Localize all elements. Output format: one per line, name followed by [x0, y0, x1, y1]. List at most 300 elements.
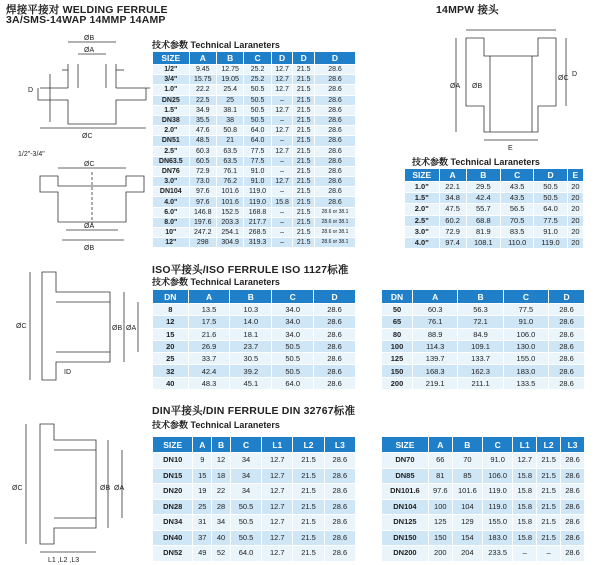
table-cell: 162.3: [458, 365, 503, 377]
table-cell: 50.5: [534, 193, 567, 204]
table-cell: 28.6: [314, 328, 356, 340]
table-cell: 20: [567, 215, 583, 226]
table-cell: –: [271, 95, 293, 105]
table-cell: 55.7: [466, 204, 500, 215]
drawing3-label-c: ØC: [16, 323, 27, 330]
table-cell: 204: [452, 546, 482, 562]
table-cell: 268.5: [244, 228, 271, 238]
table-cell: 21.5: [293, 75, 315, 85]
column-header: D: [549, 290, 585, 304]
table-row: [153, 197, 356, 207]
table-row: [382, 515, 585, 531]
table-row: [153, 177, 356, 187]
table-row: [382, 499, 585, 515]
table-cell: 64.0: [272, 377, 314, 389]
table-cell: 50.5: [272, 353, 314, 365]
table-cell: 50.5: [272, 340, 314, 352]
drawing2-label-e: E: [508, 145, 513, 152]
table-cell: 50.5: [230, 515, 261, 531]
table-row: [153, 484, 356, 500]
table-cell: 28.6: [561, 530, 585, 546]
table-cell: 83.5: [501, 226, 534, 237]
column-header: SIZE: [382, 437, 429, 453]
column-header: SIZE: [153, 437, 193, 453]
table-cell: 28.6: [315, 197, 356, 207]
table-cell: 48.5: [189, 136, 216, 146]
table-cell: 12.7: [271, 85, 293, 95]
table-cell: 28.6: [314, 340, 356, 352]
column-header: B: [230, 290, 272, 304]
table-row: [153, 126, 356, 136]
table-cell: 47.5: [439, 204, 466, 215]
table-cell: 21.5: [537, 499, 561, 515]
table-cell: 21.5: [293, 453, 324, 469]
table-cell: 22.5: [189, 95, 216, 105]
section3-title: ISO平接头/ISO FERRULE ISO 1127标准: [152, 264, 349, 276]
table-cell: 200: [382, 377, 413, 389]
iso-ferrule-drawing: [0, 262, 150, 390]
table-cell: –: [537, 546, 561, 562]
table-cell: 12.7: [271, 75, 293, 85]
table-cell: DN70: [382, 453, 429, 469]
table-row: [153, 65, 356, 75]
header-row: [382, 437, 585, 453]
column-header: L3: [561, 437, 585, 453]
table-cell: 28.6: [324, 530, 355, 546]
table-cell: 12.7: [262, 484, 293, 500]
table-cell: 28.6: [561, 453, 585, 469]
table-cell: 28.6: [324, 515, 355, 531]
table-cell: 28.6: [324, 453, 355, 469]
table-cell: 3.0": [405, 226, 440, 237]
table-cell: 28.6: [315, 85, 356, 95]
table-row: [382, 340, 585, 352]
table-row: [153, 546, 356, 562]
table-cell: 43.5: [501, 193, 534, 204]
column-header: A: [193, 437, 212, 453]
table-cell: 50.5: [272, 365, 314, 377]
table-cell: 10.3: [230, 304, 272, 316]
table-cell: 130.0: [503, 340, 548, 352]
table-row: [153, 166, 356, 176]
column-header: A: [413, 290, 458, 304]
table-cell: 34: [230, 484, 261, 500]
table-cell: 12.7: [271, 105, 293, 115]
table-cell: 21.6: [188, 328, 230, 340]
table-cell: 2.5": [153, 146, 190, 156]
table-row: [153, 187, 356, 197]
table-cell: 21.5: [293, 156, 315, 166]
table-cell: 50: [382, 304, 413, 316]
table-cell: 219.1: [413, 377, 458, 389]
table-cell: 34.9: [189, 105, 216, 115]
column-header: C: [501, 169, 534, 182]
table-cell: 39.2: [230, 365, 272, 377]
table-cell: 119.0: [534, 237, 567, 248]
table-cell: 21.5: [293, 146, 315, 156]
table-cell: 56.3: [458, 304, 503, 316]
table-cell: 97.6: [189, 197, 216, 207]
table-cell: 101.6: [452, 484, 482, 500]
table-cell: DN200: [382, 546, 429, 562]
table-row: [382, 304, 585, 316]
table-cell: 1.0": [153, 85, 190, 95]
table-cell: 15.8: [513, 530, 537, 546]
drawing1-label-d: D: [28, 87, 34, 94]
table-cell: 119.0: [483, 484, 513, 500]
table-cell: –: [271, 228, 293, 238]
table-cell: 28.6 or 38.1: [315, 228, 356, 238]
header-row: [382, 290, 585, 304]
table-cell: 28.6 or 38.1: [315, 217, 356, 227]
table-cell: 12.7: [262, 468, 293, 484]
table-cell: 28.6: [315, 105, 356, 115]
table-cell: 28.6 or 38.1: [315, 238, 356, 248]
table-row: [153, 75, 356, 85]
table-cell: 21.5: [293, 217, 315, 227]
table-cell: 1.0": [405, 182, 440, 193]
table-cell: 63.5: [216, 146, 243, 156]
table-cell: DN34: [153, 515, 193, 531]
column-header: SIZE: [153, 52, 190, 65]
table-cell: 76.1: [413, 316, 458, 328]
table-cell: 30.5: [230, 353, 272, 365]
table-cell: 77.5: [244, 156, 271, 166]
table-cell: 28.6: [315, 177, 356, 187]
table-cell: DN15: [153, 468, 193, 484]
table-cell: 8: [153, 304, 189, 316]
table-cell: 28.6: [324, 499, 355, 515]
table-cell: 108.1: [466, 237, 500, 248]
table-row: [153, 95, 356, 105]
table-row: [382, 453, 585, 469]
table-cell: 50.5: [244, 105, 271, 115]
table-cell: 12.7: [262, 546, 293, 562]
table-cell: 304.9: [216, 238, 243, 248]
table-cell: 76.1: [216, 166, 243, 176]
table-cell: 28.6: [549, 340, 585, 352]
table-cell: 60.3: [413, 304, 458, 316]
table-cell: 68.8: [466, 215, 500, 226]
column-header: D: [314, 290, 356, 304]
table-cell: 91.0: [503, 316, 548, 328]
column-header: D: [271, 52, 293, 65]
table-cell: 2.5": [405, 215, 440, 226]
table-cell: 15: [153, 328, 189, 340]
table-cell: 91.0: [244, 177, 271, 187]
column-header: D: [315, 52, 356, 65]
table-cell: 28.6: [324, 546, 355, 562]
column-header: C: [483, 437, 513, 453]
table-cell: 21: [216, 136, 243, 146]
table-cell: 40: [212, 530, 231, 546]
table-cell: 1.5": [153, 105, 190, 115]
table-cell: 28.6: [315, 115, 356, 125]
table-cell: 12.7: [262, 499, 293, 515]
table-cell: 129: [452, 515, 482, 531]
table-cell: 21.5: [293, 207, 315, 217]
table-cell: 25.2: [244, 75, 271, 85]
table-cell: 12: [212, 453, 231, 469]
drawing1-label-a: ØA: [84, 47, 95, 54]
table-cell: 28.6: [314, 377, 356, 389]
table-cell: 28.6: [314, 365, 356, 377]
table-cell: –: [271, 217, 293, 227]
table-cell: 21.5: [293, 468, 324, 484]
table-cell: 22: [212, 484, 231, 500]
table-cell: –: [271, 166, 293, 176]
table-row: [153, 156, 356, 166]
table-row: [382, 365, 585, 377]
table-cell: 20: [567, 226, 583, 237]
table-row: [153, 530, 356, 546]
table-cell: –: [271, 207, 293, 217]
table-row: [153, 238, 356, 248]
table-cell: 119.0: [244, 197, 271, 207]
table-cell: 25: [193, 499, 212, 515]
table-cell: 12.75: [216, 65, 243, 75]
table-row: [382, 377, 585, 389]
table-cell: 15.8: [271, 197, 293, 207]
table-cell: 20: [567, 193, 583, 204]
table-cell: 70: [452, 453, 482, 469]
table-cell: 12.7: [513, 453, 537, 469]
table-cell: 60.3: [189, 146, 216, 156]
table-cell: 73.0: [189, 177, 216, 187]
table-cell: 19.05: [216, 75, 243, 85]
table-cell: 183.0: [483, 530, 513, 546]
table-cell: DN38: [153, 115, 190, 125]
table-cell: 19: [193, 484, 212, 500]
table-cell: 109.1: [458, 340, 503, 352]
table-cell: DN85: [382, 468, 429, 484]
drawing1-note: 1/2"-3/4": [18, 151, 45, 158]
table-cell: 28.6: [549, 328, 585, 340]
table-cell: DN76: [153, 166, 190, 176]
table-cell: 21.5: [293, 484, 324, 500]
table-cell: 34.0: [272, 316, 314, 328]
table-row: [153, 515, 356, 531]
table-cell: 37: [193, 530, 212, 546]
table-cell: 18: [212, 468, 231, 484]
column-header: DN: [382, 290, 413, 304]
table-cell: 28: [212, 499, 231, 515]
din-table-left: [152, 436, 356, 562]
table-cell: 21.5: [293, 177, 315, 187]
table-cell: DN104: [382, 499, 429, 515]
table-cell: 97.4: [439, 237, 466, 248]
table-cell: 100: [382, 340, 413, 352]
table-cell: 15.8: [513, 468, 537, 484]
table-cell: 9: [193, 453, 212, 469]
table-cell: 28.6: [549, 353, 585, 365]
din-table-right: [381, 436, 585, 562]
table-cell: 28.6: [324, 468, 355, 484]
drawing1-label-a2: ØA: [84, 223, 95, 230]
table-cell: 254.1: [216, 228, 243, 238]
table-cell: 50.5: [244, 115, 271, 125]
table-cell: 38: [216, 115, 243, 125]
column-header: D: [293, 52, 315, 65]
table-cell: 139.7: [413, 353, 458, 365]
table-cell: 43.5: [501, 182, 534, 193]
table-cell: 106.0: [503, 328, 548, 340]
table-row: [382, 484, 585, 500]
table-row: [405, 204, 584, 215]
table-cell: 21.5: [293, 197, 315, 207]
table-cell: 97.6: [428, 484, 452, 500]
table-cell: 2.0": [153, 126, 190, 136]
table-row: [153, 115, 356, 125]
table-row: [382, 353, 585, 365]
column-header: A: [428, 437, 452, 453]
table-row: [382, 328, 585, 340]
table-cell: 28.6: [561, 546, 585, 562]
table-cell: 3/4": [153, 75, 190, 85]
table-cell: –: [271, 187, 293, 197]
table-cell: 155.0: [483, 515, 513, 531]
table-cell: 91.0: [534, 226, 567, 237]
table-cell: 77.5: [503, 304, 548, 316]
table-cell: 28.6: [561, 484, 585, 500]
table-cell: 13.5: [188, 304, 230, 316]
table-cell: 101.6: [216, 187, 243, 197]
column-header: A: [188, 290, 230, 304]
table-row: [153, 353, 356, 365]
table-cell: 247.2: [189, 228, 216, 238]
mpw-table: [404, 168, 584, 249]
table-row: [153, 499, 356, 515]
table-cell: 22.1: [439, 182, 466, 193]
table-cell: 28.6: [315, 95, 356, 105]
table-row: [153, 377, 356, 389]
table-cell: –: [271, 115, 293, 125]
table-cell: 21.5: [293, 515, 324, 531]
table-cell: 12.7: [262, 515, 293, 531]
column-header: SIZE: [405, 169, 440, 182]
table-cell: 35.5: [189, 115, 216, 125]
table-cell: 65: [382, 316, 413, 328]
table-cell: 12: [153, 316, 189, 328]
table-cell: 17.5: [188, 316, 230, 328]
table-cell: 34.8: [439, 193, 466, 204]
table-cell: 28.6: [561, 499, 585, 515]
table-cell: 155.0: [503, 353, 548, 365]
table-cell: 168.8: [244, 207, 271, 217]
table-cell: 101.6: [216, 197, 243, 207]
table-cell: 28.6: [549, 304, 585, 316]
column-header: B: [466, 169, 500, 182]
table-row: [153, 105, 356, 115]
table-cell: 15.75: [189, 75, 216, 85]
table-cell: 91.0: [483, 453, 513, 469]
table-cell: 21.5: [293, 187, 315, 197]
table-cell: 133.5: [503, 377, 548, 389]
table-cell: 50.5: [244, 95, 271, 105]
din-ferrule-drawing: [0, 410, 150, 565]
table-row: [153, 365, 356, 377]
table-cell: 21.5: [537, 468, 561, 484]
section1-tech-label: 技术参数 Technical Laraneters: [152, 40, 280, 50]
drawing2-label-c: ØC: [558, 75, 569, 82]
table-cell: 28.6: [315, 126, 356, 136]
table-cell: 200: [428, 546, 452, 562]
table-cell: 29.5: [466, 182, 500, 193]
table-row: [153, 340, 356, 352]
table-cell: 70.5: [501, 215, 534, 226]
table-cell: 77.5: [244, 146, 271, 156]
section1-title: 焊接平接对 WELDING FERRULE: [6, 4, 168, 16]
table-cell: 12": [153, 238, 190, 248]
table-cell: DN25: [153, 95, 190, 105]
drawing3-label-b: ØB: [112, 325, 123, 332]
table-cell: 21.5: [293, 499, 324, 515]
table-cell: 150: [382, 365, 413, 377]
table-cell: 52: [212, 546, 231, 562]
column-header: B: [216, 52, 243, 65]
table-cell: 72.1: [458, 316, 503, 328]
table-cell: 233.5: [483, 546, 513, 562]
table-cell: 50.5: [230, 499, 261, 515]
table-cell: 21.5: [293, 126, 315, 136]
table-cell: 28.6: [315, 166, 356, 176]
table-row: [153, 328, 356, 340]
table-cell: 49: [193, 546, 212, 562]
table-row: [153, 85, 356, 95]
table-cell: 34: [230, 453, 261, 469]
table-cell: 25.4: [216, 85, 243, 95]
table-cell: 119.0: [244, 187, 271, 197]
table-cell: –: [271, 156, 293, 166]
table-cell: 8.0": [153, 217, 190, 227]
table-cell: 12.7: [271, 177, 293, 187]
table-row: [405, 237, 584, 248]
table-cell: 150: [428, 530, 452, 546]
table-cell: 91.0: [244, 166, 271, 176]
table-cell: 211.1: [458, 377, 503, 389]
table-cell: 60.2: [439, 215, 466, 226]
drawing3-label-length: ID: [64, 369, 71, 376]
table-cell: 12.7: [262, 453, 293, 469]
table-cell: DN10: [153, 453, 193, 469]
table-cell: 26.9: [188, 340, 230, 352]
table-cell: 38.1: [216, 105, 243, 115]
table-cell: 31: [193, 515, 212, 531]
drawing4-label-c: ØC: [12, 485, 23, 492]
table-cell: 45.1: [230, 377, 272, 389]
table-cell: 15.8: [513, 515, 537, 531]
table-cell: 18.1: [230, 328, 272, 340]
table-cell: 217.7: [244, 217, 271, 227]
table-cell: 64.0: [244, 126, 271, 136]
table-cell: 50.5: [230, 530, 261, 546]
drawing1-label-b2: ØB: [84, 245, 95, 252]
table-cell: 1/2": [153, 65, 190, 75]
drawing2-label-d: D: [572, 71, 578, 78]
drawing2-label-b: ØB: [472, 83, 483, 90]
column-header: E: [567, 169, 583, 182]
table-cell: 50.5: [244, 85, 271, 95]
table-cell: 21.5: [537, 530, 561, 546]
table-cell: –: [271, 136, 293, 146]
table-cell: 56.5: [501, 204, 534, 215]
table-cell: 28.6: [314, 316, 356, 328]
table-cell: 12.7: [271, 65, 293, 75]
table-cell: 20: [567, 182, 583, 193]
table-cell: 28.6 or 38.1: [315, 207, 356, 217]
welding-ferrule-drawing: [0, 28, 150, 252]
table-cell: 21.5: [293, 530, 324, 546]
